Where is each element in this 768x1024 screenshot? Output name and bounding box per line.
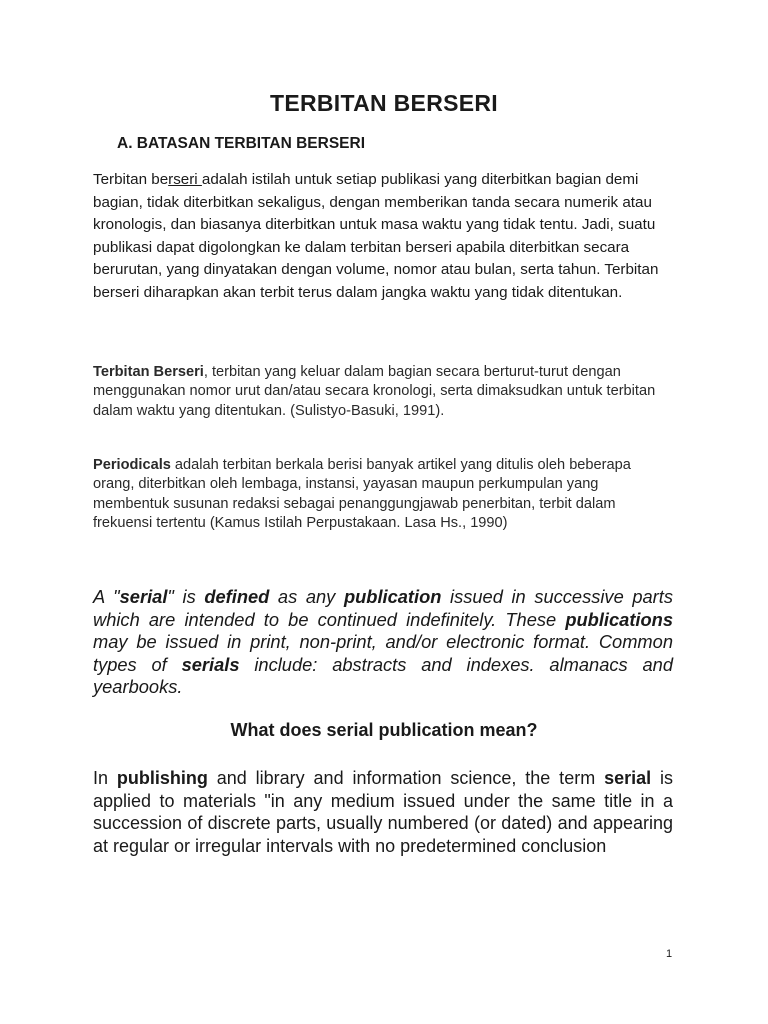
text-run: A "	[93, 586, 120, 607]
bold-term: serial	[604, 768, 652, 788]
text-run: and library and information science, the term	[207, 768, 605, 788]
serial-publication-answer	[93, 767, 673, 857]
text-run: In	[93, 768, 117, 788]
document-title: TERBITAN BERSERI	[270, 90, 498, 116]
paragraph-text-rest: adalah istilah untuk setiap publikasi yang diterbitkan bagian demi bagian, tidak diterbitkan sekaligus, dengan memberikan tanda secara numerik atau kronologis, dan biasanya diterbitkan untuk masa waktu yang tidak tentu. Jadi, suatu publikasi dapat digolongkan ke dalam terbitan berseri apabila diterbitkan secara berurutan, yang dinyatakan dengan volume, nomor atau bulan, serta tahun. Terbitan berseri diharapkan akan terbit terus dalam jangka waktu yang tidak ditentukan.	[93, 171, 659, 301]
bold-term: defined	[204, 586, 270, 607]
definition-text: adalah terbitan berkala berisi banyak artikel yang ditulis oleh beberapa orang, diterbitkan oleh lembaga, instansi, yayasan maupun perkumpulan yang membentuk susunan redaksi sebagai penanggungjawab penerbitan, terbit dalam frekuensi tertentu (Kamus Istilah Perpustakaan. Lasa Hs., 1990)	[93, 457, 631, 531]
text-run: include: abstracts and indexes. almanacs and yearbooks.	[93, 653, 673, 697]
serial-english-definition	[93, 586, 673, 699]
section-heading: A. BATASAN TERBITAN BERSERI	[117, 135, 365, 152]
question-heading: What does serial publication mean?	[230, 720, 538, 740]
term-terbitan-berseri: Terbitan Berseri	[93, 364, 204, 380]
text-run: may be issued in print, non-print, and/or electronic format. Common types of	[93, 631, 673, 675]
definition-text: , terbitan yang keluar dalam bagian secara berturut-turut dengan menggunakan nomor urut dan/atau secara kronologi, serta dimaksudkan untuk terbitan dalam waktu yang ditentukan. (Sulistyo-Basuki, 1991).	[93, 364, 656, 419]
text-run: issued in successive parts which are intended to be continued indefinitely. These	[93, 586, 673, 630]
term-periodicals: Periodicals	[93, 457, 171, 473]
paragraph-text-start: Terbitan be	[93, 171, 169, 188]
underlined-text: rseri	[168, 171, 202, 188]
bold-term: publications	[565, 608, 673, 630]
definition-paragraph	[93, 169, 673, 304]
bold-term: serial	[119, 586, 168, 607]
text-run: is applied to materials "in any medium issued under the same title in a succession of discrete parts, usually numbered (or dated) and appearing at regular or irregular intervals with no predetermined conclusion	[93, 768, 674, 856]
text-run: as any	[269, 586, 344, 607]
bold-term: publication	[343, 586, 442, 607]
bold-term: serials	[181, 653, 240, 675]
bold-term: publishing	[116, 768, 208, 788]
periodicals-paragraph	[93, 456, 673, 533]
page-number: 1	[666, 948, 673, 960]
sulistyo-definition-paragraph	[93, 363, 673, 421]
text-run: " is	[167, 586, 205, 607]
